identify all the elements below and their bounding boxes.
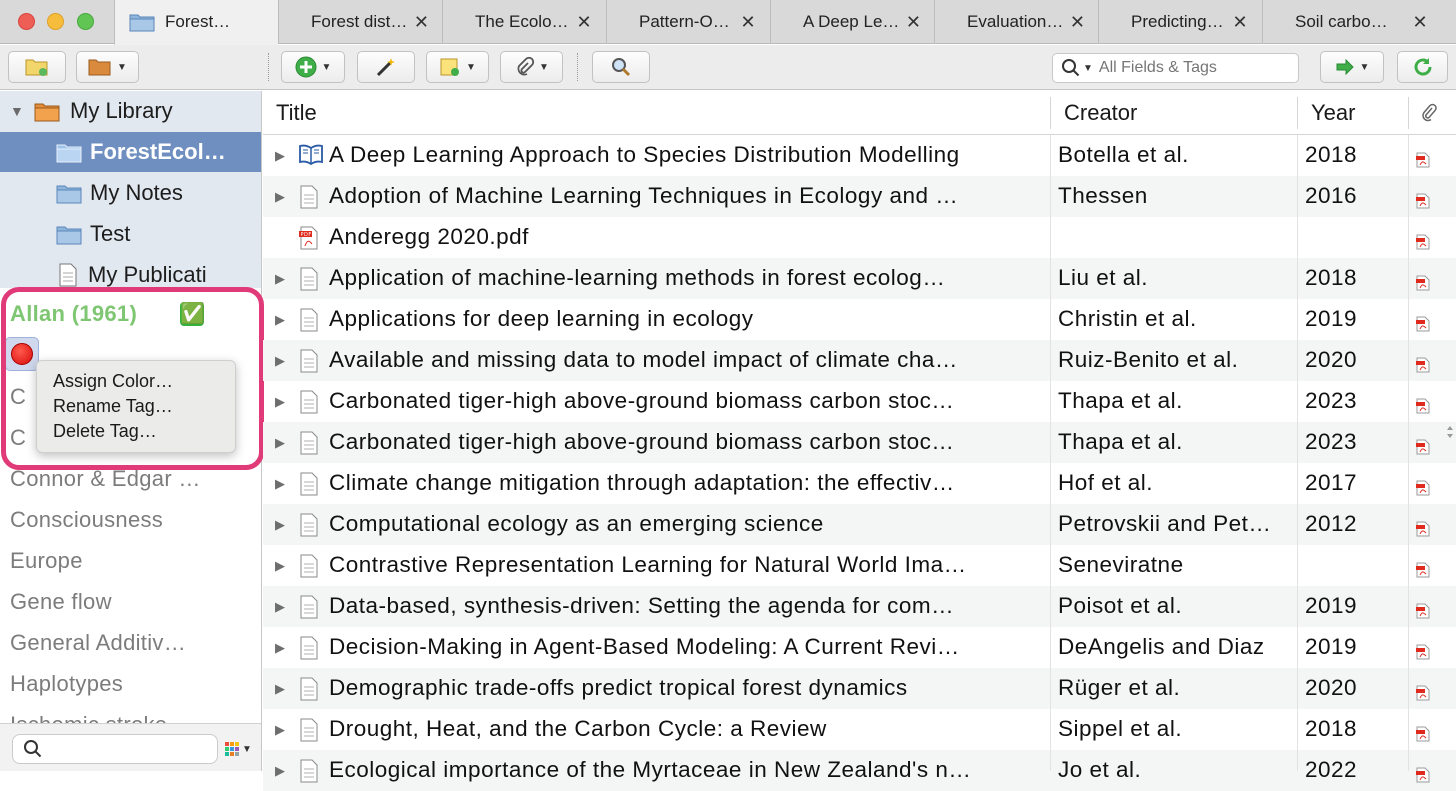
collection-label: Test <box>90 221 131 246</box>
collections-tree <box>0 91 261 288</box>
toolbar-divider <box>577 53 578 81</box>
tag-colored-allan[interactable]: Allan (1961) <box>10 301 138 326</box>
table-row[interactable] <box>263 463 1456 504</box>
table-row[interactable] <box>263 545 1456 586</box>
cell-title: Computational ecology as an emerging science <box>329 511 824 536</box>
items-table <box>263 91 1456 782</box>
column-header-attachments[interactable] <box>1409 91 1456 135</box>
cell-creator: Sippel et al. <box>1058 716 1183 741</box>
expand-row-icon[interactable]: ▶ <box>275 517 286 532</box>
pdf-attachment-icon[interactable] <box>1416 558 1430 584</box>
tag-item[interactable]: Europe <box>10 548 83 573</box>
cell-title: Applications for deep learning in ecology <box>329 306 754 331</box>
new-note-button[interactable] <box>426 51 489 83</box>
tab-item[interactable] <box>606 0 770 44</box>
cell-year: 2012 <box>1305 511 1358 536</box>
column-header-year[interactable]: Year <box>1311 100 1356 125</box>
close-tab-icon[interactable]: ✕ <box>576 11 592 32</box>
add-icon <box>295 56 317 78</box>
cell-year: 2023 <box>1305 429 1358 454</box>
document-icon <box>299 677 319 707</box>
expand-row-icon[interactable]: ▶ <box>275 599 286 614</box>
pdf-attachment-icon[interactable] <box>1416 763 1430 789</box>
table-row[interactable] <box>263 668 1456 709</box>
tag-filter-input[interactable] <box>49 741 209 758</box>
menu-item-assign-color[interactable]: Assign Color… <box>53 371 174 391</box>
toolbar <box>0 45 1456 90</box>
cell-title: Decision-Making in Agent-Based Modeling: A Current Revi… <box>329 634 960 659</box>
document-icon <box>299 595 319 625</box>
book-icon <box>299 144 323 170</box>
new-collection-icon <box>25 57 49 77</box>
zoom-window-button[interactable] <box>77 13 94 30</box>
tag-actions-button[interactable] <box>225 742 252 756</box>
menu-item-delete-tag[interactable]: Delete Tag… <box>53 421 157 441</box>
document-icon <box>58 263 78 287</box>
tab-label: Predicting… <box>1131 12 1224 31</box>
tab-library[interactable] <box>114 0 278 45</box>
search-icon <box>23 739 43 759</box>
tab-item[interactable] <box>1098 0 1262 44</box>
tab-item[interactable] <box>442 0 606 44</box>
tab-item[interactable] <box>934 0 1098 44</box>
table-row[interactable] <box>263 135 1456 176</box>
cell-title: Carbonated tiger-high above-ground biomass carbon stoc… <box>329 388 955 413</box>
document-icon <box>299 390 319 420</box>
table-row[interactable] <box>263 299 1456 340</box>
cell-title: Data-based, synthesis-driven: Setting the agenda for com… <box>329 593 955 618</box>
cell-year: 2023 <box>1305 388 1358 413</box>
chevron-down-icon: ▼ <box>1359 61 1370 73</box>
pdf-attachment-icon[interactable] <box>1416 722 1430 748</box>
table-row[interactable] <box>263 422 1456 463</box>
cell-year: 2016 <box>1305 183 1358 208</box>
pdf-attachment-icon[interactable] <box>1416 189 1430 215</box>
cell-title: Adoption of Machine Learning Techniques in Ecology and … <box>329 183 959 208</box>
cell-title: Climate change mitigation through adaptation: the effectiv… <box>329 470 955 495</box>
tag-item[interactable]: Consciousness <box>10 507 164 532</box>
tag-selector <box>0 289 261 723</box>
table-header <box>263 91 1456 135</box>
tag-item[interactable]: Connor & Edgar … <box>10 466 201 491</box>
cell-creator: Poisot et al. <box>1058 593 1183 618</box>
library-folder-icon <box>88 57 112 77</box>
cell-creator: Rüger et al. <box>1058 675 1181 700</box>
tag-selector-footer <box>0 723 261 771</box>
pdf-attachment-icon[interactable] <box>1416 681 1430 707</box>
cell-year: 2019 <box>1305 306 1358 331</box>
chevron-down-icon: ▼ <box>242 743 252 755</box>
note-icon <box>439 57 461 77</box>
close-tab-icon[interactable]: ✕ <box>413 11 429 32</box>
tag-item[interactable]: Gene flow <box>10 589 112 614</box>
sync-button[interactable] <box>1397 51 1448 83</box>
tab-label: The Ecolo… <box>475 12 569 31</box>
tab-label: Forest dist… <box>311 12 408 31</box>
new-library-button[interactable] <box>76 51 139 83</box>
cell-creator: Petrovskii and Pet… <box>1058 511 1272 536</box>
cell-creator: Jo et al. <box>1058 757 1142 782</box>
magnifier-icon <box>610 56 632 78</box>
tab-label: Soil carbo… <box>1295 12 1388 31</box>
paperclip-icon <box>514 57 534 77</box>
table-row[interactable] <box>263 627 1456 668</box>
close-tab-icon[interactable]: ✕ <box>1412 11 1428 32</box>
collection-my-library[interactable] <box>0 91 261 131</box>
cell-year: 2022 <box>1305 757 1358 782</box>
search-mode-chevron-icon[interactable]: ▼ <box>1083 62 1093 74</box>
pdf-attachment-icon[interactable] <box>1416 148 1430 174</box>
tag-emoji-check[interactable]: ✅ <box>180 303 205 325</box>
cell-year: 2019 <box>1305 634 1358 659</box>
cell-year: 2017 <box>1305 470 1358 495</box>
expand-row-icon[interactable]: ▶ <box>275 353 286 368</box>
expand-row-icon[interactable]: ▶ <box>275 271 286 286</box>
expand-row-icon[interactable]: ▶ <box>275 640 286 655</box>
expand-row-icon[interactable]: ▶ <box>275 148 286 163</box>
table-row[interactable] <box>263 586 1456 627</box>
collection-label: My Notes <box>90 180 183 205</box>
cell-creator: Liu et al. <box>1058 265 1149 290</box>
table-row[interactable] <box>263 176 1456 217</box>
search-input[interactable] <box>1099 59 1289 77</box>
add-attachment-button[interactable] <box>500 51 563 83</box>
chevron-down-icon: ▼ <box>321 61 332 73</box>
minimize-window-button[interactable] <box>47 13 64 30</box>
cell-year: 2018 <box>1305 142 1358 167</box>
tab-label: Forest… <box>165 12 231 31</box>
column-divider <box>1050 135 1051 771</box>
tag-item[interactable]: General Additiv… <box>10 630 186 655</box>
close-tab-icon[interactable]: ✕ <box>1232 11 1248 32</box>
tab-item[interactable] <box>770 0 934 44</box>
tag-item[interactable]: C <box>10 425 27 450</box>
collection-label: ForestEcol… <box>90 139 226 164</box>
tag-context-menu <box>36 360 236 453</box>
cell-creator: DeAngelis and Diaz <box>1058 634 1265 659</box>
color-grid-icon <box>225 742 239 756</box>
expand-row-icon[interactable]: ▶ <box>275 435 286 450</box>
cell-creator: Botella et al. <box>1058 142 1189 167</box>
collection-label: My Library <box>70 98 173 123</box>
folder-icon <box>56 141 82 163</box>
collection-forestecology[interactable] <box>0 132 261 172</box>
expand-row-icon[interactable]: ▶ <box>275 722 286 737</box>
document-icon <box>299 759 319 789</box>
folder-icon <box>56 182 82 204</box>
add-by-identifier-button[interactable] <box>357 51 415 83</box>
document-icon <box>299 431 319 461</box>
pdf-attachment-icon[interactable] <box>1416 230 1430 256</box>
pdf-attachment-icon[interactable] <box>1416 476 1430 502</box>
expand-row-icon[interactable]: ▶ <box>275 681 286 696</box>
tab-item[interactable] <box>278 0 442 44</box>
tag-red-circle[interactable] <box>5 337 39 371</box>
cell-title: Contrastive Representation Learning for Natural World Ima… <box>329 552 967 577</box>
document-icon <box>299 554 319 584</box>
cell-creator: Thapa et al. <box>1058 388 1183 413</box>
pdf-attachment-icon[interactable] <box>1416 394 1430 420</box>
cell-creator: Seneviratne <box>1058 552 1184 577</box>
cell-year: 2019 <box>1305 593 1358 618</box>
cell-title: Demographic trade-offs predict tropical forest dynamics <box>329 675 908 700</box>
cell-title: Application of machine-learning methods in forest ecolog… <box>329 265 946 290</box>
folder-icon <box>56 223 82 245</box>
tab-item[interactable] <box>1262 0 1456 44</box>
expand-row-icon[interactable]: ▶ <box>275 189 286 204</box>
new-collection-button[interactable] <box>8 51 66 83</box>
tab-label: Evaluation… <box>967 12 1064 31</box>
arrow-right-icon <box>1335 58 1355 76</box>
column-divider <box>1408 135 1409 771</box>
cell-creator: Thessen <box>1058 183 1148 208</box>
document-icon <box>299 513 319 543</box>
pdf-attachment-icon[interactable] <box>1416 271 1430 297</box>
close-window-button[interactable] <box>18 13 35 30</box>
collection-test[interactable] <box>0 214 261 254</box>
pdf-attachment-icon[interactable] <box>1416 435 1430 461</box>
menu-item-rename-tag[interactable]: Rename Tag… <box>53 396 173 416</box>
table-row[interactable] <box>263 340 1456 381</box>
tag-filter-field[interactable] <box>12 734 218 764</box>
red-circle-icon <box>11 343 33 365</box>
document-icon <box>299 308 319 338</box>
table-row[interactable] <box>263 258 1456 299</box>
tab-bar <box>0 0 1456 44</box>
search-field[interactable] <box>1052 53 1299 83</box>
cell-title: Carbonated tiger-high above-ground biomass carbon stoc… <box>329 429 955 454</box>
cell-year: 2020 <box>1305 675 1358 700</box>
cell-creator: Thapa et al. <box>1058 429 1183 454</box>
splitter-handle-icon[interactable] <box>1446 426 1454 438</box>
document-icon <box>299 267 319 297</box>
expand-row-icon[interactable]: ▶ <box>275 558 286 573</box>
expand-row-icon[interactable]: ▶ <box>275 394 286 409</box>
pdf-attachment-icon[interactable] <box>1416 599 1430 625</box>
cell-title: Available and missing data to model impact of climate cha… <box>329 347 958 372</box>
tag-item[interactable]: Haplotypes <box>10 671 124 696</box>
folder-icon <box>129 12 155 32</box>
pdf-attachment-icon[interactable] <box>1416 312 1430 338</box>
tag-item[interactable]: C <box>10 384 27 409</box>
toolbar-divider <box>268 53 269 81</box>
cell-year: 2018 <box>1305 716 1358 741</box>
chevron-down-icon: ▼ <box>539 61 549 73</box>
column-header-creator[interactable]: Creator <box>1064 100 1138 125</box>
table-row[interactable] <box>263 750 1456 791</box>
table-row[interactable] <box>263 217 1456 258</box>
column-header-title[interactable]: Title <box>276 100 317 125</box>
document-icon <box>299 636 319 666</box>
close-tab-icon[interactable]: ✕ <box>740 11 756 32</box>
pdf-attachment-icon[interactable] <box>1416 353 1430 379</box>
svg-text:PDF: PDF <box>300 232 312 238</box>
document-icon <box>299 185 319 215</box>
cell-creator: Hof et al. <box>1058 470 1154 495</box>
cell-title: Drought, Heat, and the Carbon Cycle: a Review <box>329 716 827 741</box>
column-divider <box>1297 135 1298 771</box>
document-icon <box>299 718 319 748</box>
cell-year: 2020 <box>1305 347 1358 372</box>
collection-my-notes[interactable] <box>0 173 261 213</box>
paperclip-icon <box>1421 103 1437 123</box>
tab-label: A Deep Le… <box>803 12 900 31</box>
cell-title: Ecological importance of the Myrtaceae in New Zealand's n… <box>329 757 972 782</box>
cell-creator: Ruiz-Benito et al. <box>1058 347 1239 372</box>
chevron-down-icon: ▼ <box>466 61 476 73</box>
table-row[interactable] <box>263 709 1456 750</box>
cell-creator: Christin et al. <box>1058 306 1197 331</box>
advanced-search-button[interactable] <box>592 51 650 83</box>
close-tab-icon[interactable]: ✕ <box>1069 11 1085 32</box>
collection-label: My Publicati <box>88 262 207 287</box>
pdf-icon <box>299 226 319 256</box>
expand-row-icon[interactable]: ▶ <box>275 763 286 778</box>
chevron-down-icon: ▼ <box>117 61 127 73</box>
library-icon <box>34 100 60 122</box>
tab-label: Pattern-O… <box>639 12 730 31</box>
cell-title: Anderegg 2020.pdf <box>329 224 529 249</box>
document-icon <box>299 349 319 379</box>
new-item-button[interactable] <box>281 51 345 83</box>
document-icon <box>299 472 319 502</box>
expand-row-icon[interactable]: ▶ <box>275 312 286 327</box>
cell-title: A Deep Learning Approach to Species Distribution Modelling <box>329 142 960 167</box>
pdf-attachment-icon[interactable] <box>1416 640 1430 666</box>
magic-wand-icon <box>375 56 397 78</box>
locate-button[interactable] <box>1320 51 1384 83</box>
expand-row-icon[interactable]: ▶ <box>275 476 286 491</box>
sync-icon <box>1412 56 1434 78</box>
table-row[interactable] <box>263 381 1456 422</box>
table-row[interactable] <box>263 504 1456 545</box>
disclosure-triangle-icon[interactable]: ▼ <box>10 103 24 119</box>
close-tab-icon[interactable]: ✕ <box>905 11 921 32</box>
cell-year: 2018 <box>1305 265 1358 290</box>
pdf-attachment-icon[interactable] <box>1416 517 1430 543</box>
search-icon <box>1061 58 1083 78</box>
